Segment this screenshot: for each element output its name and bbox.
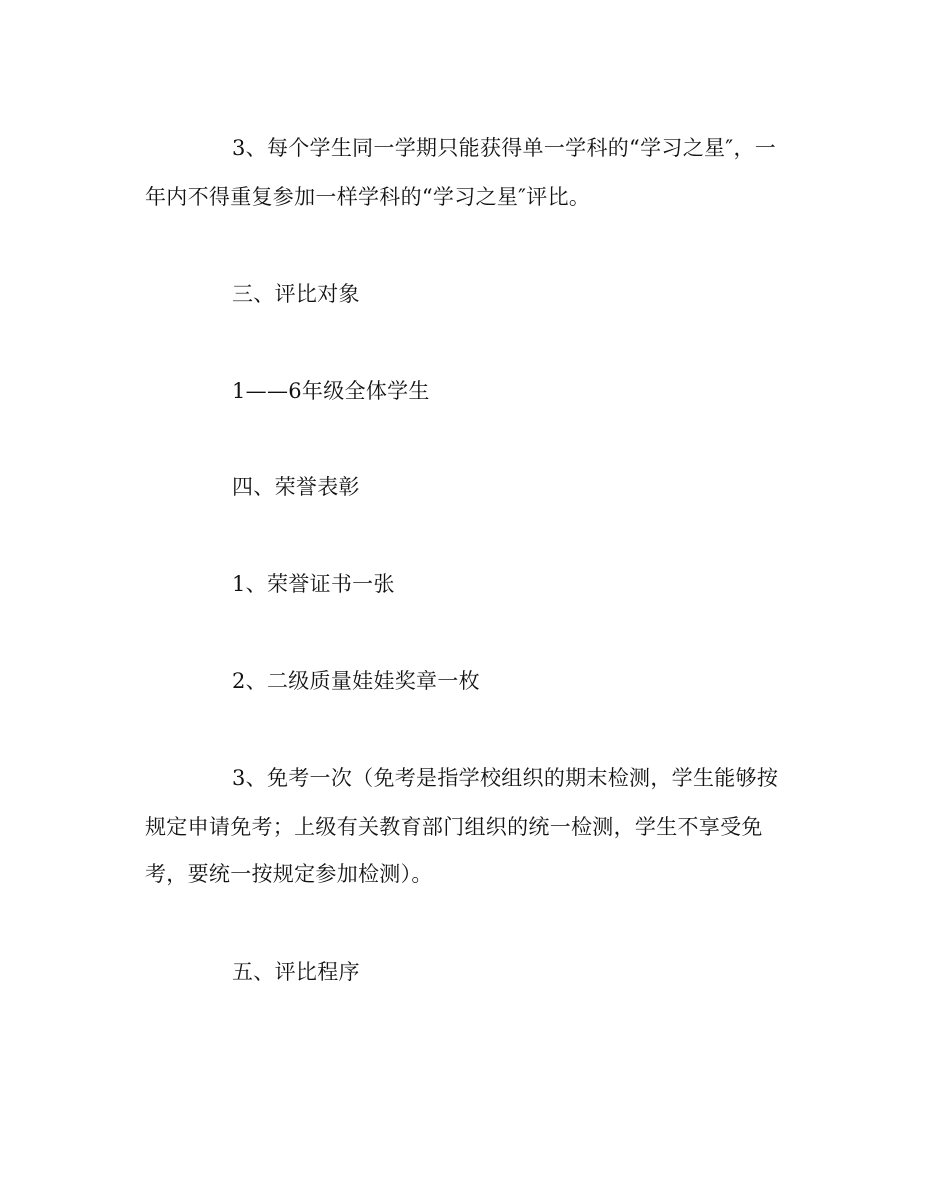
section-heading-4: 四、荣誉表彰: [232, 475, 360, 499]
list-item-honor-2: 2、二级质量娃娃奖章一枚: [232, 669, 480, 693]
paragraph-rule3-line1: 3、每个学生同一学期只能获得单一学科的“学习之星″，一: [232, 136, 777, 160]
list-item-honor-3-line3: 考，要统一按规定参加检测）。: [145, 862, 433, 886]
list-item-honor-1: 1、荣誉证书一张: [232, 572, 395, 596]
paragraph-rule3-line2: 年内不得重复参加一样学科的“学习之星″评比。: [145, 185, 591, 209]
paragraph-target-grades: 1——6年级全体学生: [232, 379, 430, 403]
list-item-honor-3-line2: 规定申请免考；上级有关教育部门组织的统一检测，学生不享受免: [145, 815, 763, 839]
list-item-honor-3-line1: 3、免考一次（免考是指学校组织的期末检测，学生能够按: [232, 766, 779, 790]
section-heading-3: 三、评比对象: [232, 282, 360, 306]
section-heading-5: 五、评比程序: [232, 960, 360, 984]
